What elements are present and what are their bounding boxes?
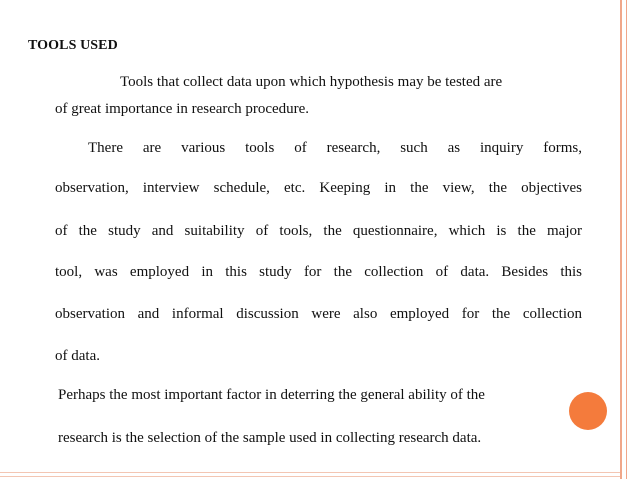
paragraph-line: observation, interview schedule, etc. Keeping in the view, the objectives bbox=[55, 180, 582, 196]
paragraph-line: of data. bbox=[55, 348, 100, 364]
paragraph-line: There are various tools of research, such as inquiry forms, bbox=[88, 140, 582, 156]
paragraph-line: Perhaps the most important factor in deterring the general ability of the bbox=[58, 387, 485, 403]
paragraph-line: observation and informal discussion were also employed for the collection bbox=[55, 306, 582, 322]
paragraph-line: of the study and suitability of tools, the questionnaire, which is the major bbox=[55, 223, 582, 239]
right-border-inner-line bbox=[626, 0, 627, 479]
slide-title: TOOLS USED bbox=[28, 38, 118, 53]
paragraph-line: research is the selection of the sample used in collecting research data. bbox=[58, 430, 482, 446]
paragraph-line: of great importance in research procedure. bbox=[55, 101, 310, 117]
paragraph-line: Tools that collect data upon which hypothesis may be tested are bbox=[120, 74, 503, 90]
bottom-border-line bbox=[0, 476, 620, 477]
right-border-outer-line bbox=[620, 0, 622, 479]
decorative-orange-circle bbox=[569, 392, 607, 430]
bottom-border-line bbox=[0, 472, 620, 473]
paragraph-line: tool, was employed in this study for the collection of data. Besides this bbox=[55, 264, 582, 280]
